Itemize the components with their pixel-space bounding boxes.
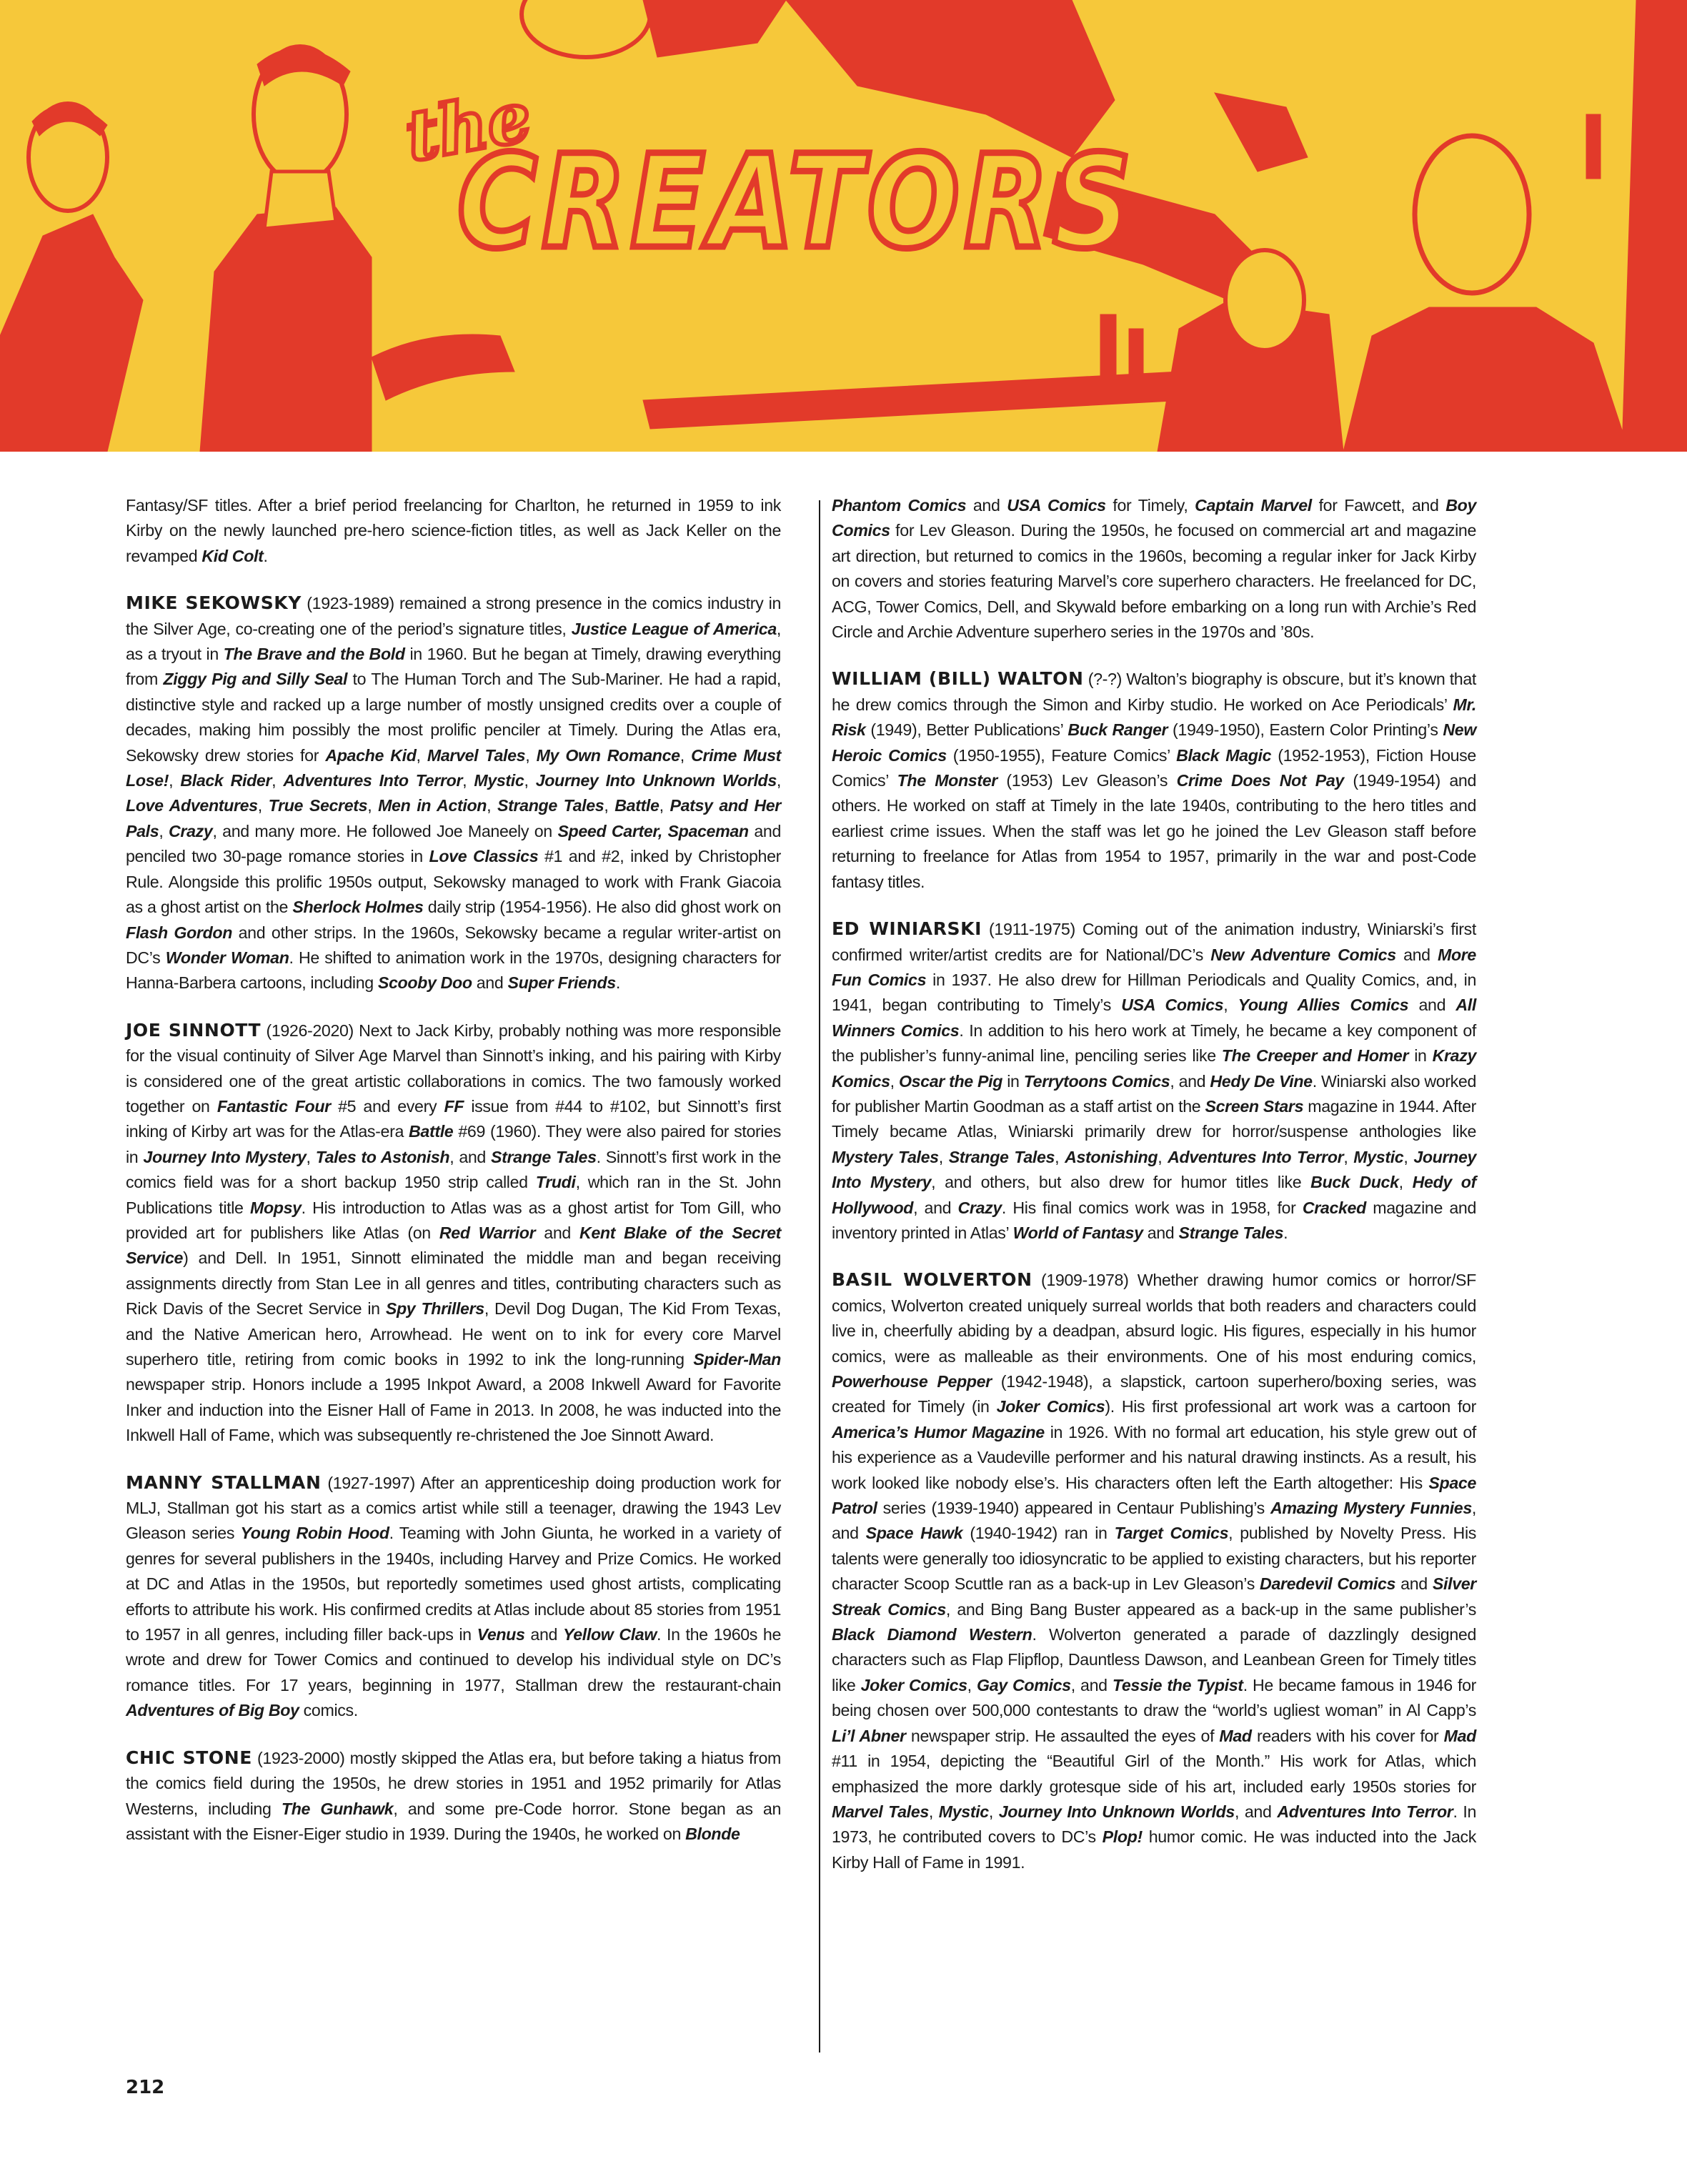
bottle (1586, 114, 1601, 179)
creator-name: WILLIAM (BILL) WALTON (832, 668, 1084, 690)
bio-text: #11 in 1954, depicting the “Beautiful Girl of the Month.” His work for Atlas, which emphasized the more darkly grotesque side of his art, included early 1950s stories for (832, 1752, 1476, 1796)
title-reference: Kent Blake of the Secret Service (126, 1223, 782, 1268)
bio-text: , (938, 1147, 949, 1166)
title-reference: My Own Romance (536, 745, 680, 765)
right-column (832, 493, 1476, 1897)
bio-text: , (462, 771, 474, 790)
bio-text: and (1395, 945, 1438, 964)
title-reference: Adventures Into Terror (1277, 1802, 1453, 1821)
creator-name: MANNY STALLMAN (126, 1471, 322, 1493)
column-divider (819, 500, 820, 2053)
bio-text: in 1960. But he began at Timely, drawing everything from (126, 645, 781, 689)
title-reference: The Monster (897, 771, 997, 790)
title-reference: Adventures Into Terror (1168, 1147, 1344, 1166)
bio-text: #69 (1960). They were also paired for stories in (126, 1122, 781, 1166)
bald-man-head (1415, 136, 1529, 293)
title-reference: Super Friends (507, 973, 616, 993)
title-reference: Spy Thrillers (385, 1299, 484, 1319)
bio-text: , and some pre-Code horror. Stone began as an assistant with the Eisner-Eiger studio in 1939. During the 1940s, he worked on (126, 1799, 782, 1843)
title-reference: Marvel Tales (832, 1802, 929, 1821)
bio-text: (1949-1954) and others. He worked on staff at Timely in the late 1940s, contributing to the hero titles and earliest crime issues. When the staff was let go he joined the Lev Gleason staff before returning to freelance for Atlas from 1954 to 1957, primarily in the war and post-Code fantasy titles. (832, 771, 1477, 891)
bio-text: (1949), Better Publications’ (865, 720, 1068, 740)
bio-text: (1923-1989) remained a strong presence in the comics industry in the Silver Age, co-creating one of the period’s signature titles, (126, 594, 781, 638)
bio-text: (1950-1955), Feature Comics’ (946, 745, 1177, 765)
title-reference: True Secrets (268, 796, 368, 815)
title-reference: Daredevil Comics (1260, 1574, 1396, 1594)
bio-text: and other strips. In the 1960s, Sekowsky became a regular writer-artist on DC’s (126, 923, 781, 967)
bio-text: . (263, 546, 268, 565)
title-reference: America’s Humor Magazine (832, 1422, 1045, 1441)
title-reference: Mopsy (249, 1198, 302, 1217)
title-reference: Joker Comics (860, 1675, 967, 1694)
bio-text: , and (913, 1198, 958, 1217)
center-man-collar (264, 172, 336, 229)
title-reference: Adventures Into Terror (283, 771, 463, 790)
title-reference: Crazy (169, 821, 213, 840)
bio-text: (1927-1997) After an apprenticeship doing production work for MLJ, Stallman got his start as a comics artist while still a teenager, drawing the 1943 Lev Gleason series (126, 1473, 781, 1543)
creator-name: BASIL WOLVERTON (832, 1269, 1032, 1291)
bio-text: . His final comics work was in 1958, for (1001, 1198, 1303, 1217)
bio-text: . Winiarski also worked for publisher Martin Goodman as a staff artist on the (832, 1071, 1476, 1116)
title-reference: Buck Ranger (1068, 720, 1168, 740)
bio-text: , (890, 1071, 899, 1091)
title-reference: Mad (1219, 1726, 1252, 1745)
title-reference: Black Diamond Western (832, 1625, 1032, 1644)
bio-text: , (967, 1675, 977, 1694)
bio-text: for Lev Gleason. During the 1950s, he focused on commercial art and magazine art direction, but returned to comics in the 1960s, becoming a regular inker for Jack Kirby on covers and stories featuring Marvel’s core superhero characters. He freelanced for DC, ACG, Tower Comics, Dell, and Skywald before embarking on a long run with Archie’s Red Circle and Archie Adventure superhero series in the 1970s and ’80s. (832, 521, 1476, 642)
bio-text: , (1158, 1147, 1168, 1166)
title-reference: Terrytoons Comics (1023, 1071, 1170, 1091)
title-reference: Strange Tales (491, 1147, 597, 1166)
creator-name: CHIC STONE (126, 1747, 252, 1768)
title-reference: Silver Streak Comics (832, 1574, 1476, 1619)
title-reference: New Adventure Comics (1210, 945, 1396, 964)
bio-entry (832, 666, 1476, 895)
left-column (126, 493, 781, 1868)
title-reference: Powerhouse Pepper (832, 1372, 992, 1391)
title-reference: Marvel Tales (427, 745, 526, 765)
bio-text: for Fawcett, and (1311, 496, 1446, 515)
title-reference: Young Robin Hood (240, 1524, 389, 1543)
title-reference: Justice League of America (571, 619, 777, 638)
bio-text: (1942-1948), a slapstick, cartoon superhero/boxing series, was created for Timely (in (832, 1372, 1476, 1416)
bio-text: , and (1070, 1675, 1113, 1694)
bio-text: and (1143, 1223, 1179, 1242)
bio-text: and (1408, 996, 1456, 1015)
bio-text: daily strip (1954-1956). He also did ghost work on (423, 898, 781, 917)
bio-text: , (988, 1802, 999, 1821)
title-reference: USA Comics (1007, 496, 1106, 515)
bio-text: (1940-1942) ran in (962, 1524, 1115, 1543)
title-reference: Ziggy Pig and Silly Seal (163, 670, 348, 689)
title-reference: Journey Into Unknown Worlds (535, 771, 777, 790)
bio-text: , (776, 771, 781, 790)
bio-text: in (1002, 1071, 1024, 1091)
bio-text: , (1055, 1147, 1065, 1166)
page-number: 212 (126, 2077, 165, 2098)
title-reference: FF (444, 1096, 464, 1116)
title-reference: Strange Tales (948, 1147, 1055, 1166)
title-reference: The Creeper and Homer (1221, 1046, 1409, 1066)
title-reference: Mystic (474, 771, 524, 790)
bio-text: , and (1234, 1802, 1278, 1821)
bio-text: (1926-2020) Next to Jack Kirby, probably nothing was more responsible for the visual continuity of Silver Age Marvel than Sinnott’s inking, and his pairing with Kirby is considered one of the great artistic collaborations in comics. The two famously worked together on (126, 1021, 781, 1116)
title-reference: Target Comics (1114, 1524, 1229, 1543)
title-reference: Yellow Claw (562, 1625, 657, 1644)
bio-text: (1911-1975) Coming out of the animation industry, Winiarski’s first confirmed writer/artist credits are for National/DC’s (832, 920, 1476, 964)
title-reference: Li’l Abner (832, 1726, 906, 1745)
bio-text: , (159, 821, 169, 840)
title-reference: More Fun Comics (832, 945, 1476, 989)
title-reference: Scooby Doo (377, 973, 472, 993)
bio-text: . Sinnott’s first work in the comics field was for a short backup 1950 strip called (126, 1147, 781, 1192)
title-reference: Tales to Astonish (315, 1147, 450, 1166)
bio-text: , (680, 745, 692, 765)
bio-text: in (1408, 1046, 1433, 1066)
title-reference: Crime Does Not Pay (1176, 771, 1344, 790)
title-reference: Patsy and Her Pals (126, 796, 781, 840)
title-reference: Sherlock Holmes (292, 898, 424, 917)
bio-text: issue from #44 to #102, but Sinnott’s first inking of Kirby art was for the Atlas-era (126, 1096, 781, 1141)
header-banner (0, 0, 1687, 452)
bio-text: to The Human Torch and The Sub-Mariner. He had a rapid, distinctive style and racked up a large number of mostly unsigned credits over a couple of decades, making him possibly the most prolific penciler at Timely. During the Atlas era, Sekowsky drew stories for (126, 670, 781, 765)
title-reference: Journey Into Mystery (143, 1147, 307, 1166)
bio-text: ). His first professional art work was a cartoon for (1105, 1397, 1476, 1416)
bio-entry (126, 1018, 781, 1449)
creator-name: MIKE SEKOWSKY (126, 592, 302, 614)
bio-text: . In 1973, he contributed covers to DC’s (832, 1802, 1477, 1847)
bio-text: , (416, 745, 427, 765)
title-reference: Speed Carter, Spaceman (557, 821, 749, 840)
title-reference: Cracked (1302, 1198, 1366, 1217)
bio-text: . His introduction to Atlas was as a ghost artist for Tom Gill, who provided art for publishers like Atlas (on (126, 1198, 781, 1242)
bio-text: . (615, 973, 620, 993)
seated-man-head (1225, 250, 1304, 350)
title-reference: USA Comics (1121, 996, 1224, 1015)
title-reference: Gay Comics (977, 1675, 1071, 1694)
bio-text: , Devil Dog Dugan, The Kid From Texas, and the Native American hero, Arrowhead. He went on to ink for every core Marvel superhero title, retiring from comic books in 1992 to ink the long-running (126, 1299, 781, 1369)
bio-text: , and (1170, 1071, 1210, 1091)
title-reference: World of Fantasy (1012, 1223, 1143, 1242)
bio-text: , (1398, 1173, 1413, 1192)
bio-text: and penciled two 30-page romance stories in (126, 821, 781, 866)
bio-entry (832, 1267, 1476, 1875)
bio-text: , (272, 771, 284, 790)
bio-text: (?-?) Walton’s biography is obscure, but it’s known that he drew comics through the Simon and Kirby studio. He worked on Ace Periodicals’ (832, 670, 1476, 714)
bio-text: . In addition to his hero work at Timely, he became a key component of the publisher’s funny-animal line, penciling series like (832, 1021, 1476, 1066)
title-reference: The Brave and the Bold (223, 645, 405, 664)
bio-text: and (535, 1223, 579, 1242)
bio-continuation (832, 493, 1476, 645)
title-reference: Wonder Woman (165, 948, 289, 967)
title-reference: Strange Tales (497, 796, 604, 815)
bio-text: , (1403, 1147, 1414, 1166)
bio-text: #1 and #2, inked by Christopher Rule. Alongside this prolific 1950s output, Sekowsky managed to work with Frank Giacoia as a ghost artist on the (126, 847, 781, 917)
title-reference: Strange Tales (1178, 1223, 1284, 1242)
title-reference: Battle (614, 796, 660, 815)
title-reference: Venus (477, 1625, 525, 1644)
title-reference: Plop! (1102, 1827, 1143, 1847)
title-the: the (399, 75, 537, 177)
title-reference: Buck Duck (1310, 1173, 1399, 1192)
title-reference: Mad (1443, 1726, 1476, 1745)
bio-text: , (487, 796, 497, 815)
bio-text: magazine and inventory printed in Atlas’ (832, 1198, 1476, 1242)
title-reference: The Gunhawk (281, 1799, 394, 1818)
bio-text: , (1343, 1147, 1354, 1166)
title-reference: Spider-Man (693, 1350, 781, 1369)
bio-entry (126, 590, 781, 996)
title-reference: Young Allies Comics (1238, 996, 1409, 1015)
title-reference: Flash Gordon (126, 923, 233, 942)
title-reference: Red Warrior (439, 1223, 536, 1242)
title-reference: Blonde (685, 1824, 740, 1843)
title-reference: Hedy of Hollywood (832, 1173, 1476, 1217)
title-reference: Krazy Komics (832, 1046, 1476, 1091)
bio-text: and (472, 973, 508, 993)
bio-text: , published by Novelty Press. His talents were generally too idiosyncratic to be applied to existing characters, but his reporter character Scoop Scuttle ran as a back-up in Lev Gleason’s (832, 1524, 1476, 1594)
title-reference: New Heroic Comics (832, 720, 1477, 765)
title-reference: Adventures of Big Boy (126, 1701, 299, 1720)
title-reference: Astonishing (1065, 1147, 1158, 1166)
bio-text: , which ran in the St. John Publications title (126, 1173, 782, 1217)
bio-text: , (604, 796, 615, 815)
bio-text: , (1223, 996, 1238, 1015)
title-reference: Battle (409, 1122, 454, 1141)
bio-text: , and Bing Bang Buster appeared as a back-up in the same publisher’s (945, 1599, 1476, 1619)
bio-text: magazine in 1944. After Timely became Atlas, Winiarski primarily drew for horror/suspense anthologies like (832, 1096, 1476, 1141)
title-reference: Journey Into Mystery (832, 1147, 1477, 1192)
title-reference: Screen Stars (1205, 1096, 1304, 1116)
title-reference: Fantastic Four (217, 1096, 331, 1116)
title-reference: Crazy (957, 1198, 1002, 1217)
bio-text: for Timely, (1105, 496, 1195, 515)
bio-text: , (306, 1147, 316, 1166)
bio-text: , (524, 771, 536, 790)
title-reference: Black Rider (180, 771, 272, 790)
title-reference: Trudi (535, 1173, 576, 1192)
title-creators: CREATORS (457, 128, 1136, 277)
title-reference: Oscar the Pig (898, 1071, 1003, 1091)
bio-text: newspaper strip. He assaulted the eyes of (905, 1726, 1220, 1745)
title-reference: Amazing Mystery Funnies (1270, 1499, 1472, 1518)
bio-text: . Teaming with John Giunta, he worked in a variety of genres for several publishers in the 1940s, including Harvey and Prize Comics. He worked at DC and Atlas in the 1950s, but reportedly sometimes used ghost artists, complicating efforts to attribute his work. His confirmed credits at Atlas include about 85 stories from 1951 to 1957 in all genres, including filler back-ups in (126, 1524, 781, 1644)
title-reference: Love Classics (429, 847, 539, 866)
title-reference: Apache Kid (325, 745, 417, 765)
bio-text: in 1926. With no formal art education, his style grew out of his experience as a Vaudeville performer and his natural drawing instincts. As a result, his work looked like nobody else’s. His characters often left the Earth altogether: His (832, 1422, 1477, 1492)
bio-continuation (126, 493, 781, 569)
title-reference: Phantom Comics (832, 496, 967, 515)
title-reference: Space Patrol (832, 1473, 1476, 1518)
bio-text: , and many more. He followed Joe Maneely on (212, 821, 558, 840)
bio-text: . In the 1960s he wrote and drew for Tower Comics and continued to develop his individual style on DC’s romance titles. For 17 years, beginning in 1977, Stallman drew the restaurant-chain (126, 1625, 782, 1694)
creator-name: JOE SINNOTT (126, 1019, 262, 1041)
bio-text: . Wolverton generated a parade of dazzlingly designed characters such as Flap Flipflop, Dauntless Dawson, and Leanbean Green for Timely titles like (832, 1625, 1476, 1694)
title-reference: Mystic (1353, 1147, 1404, 1166)
bio-text: series (1939-1940) appeared in Centaur Publishing’s (877, 1499, 1270, 1518)
title-reference: Men in Action (378, 796, 487, 815)
bio-text: , (169, 771, 181, 790)
bio-text: , (928, 1802, 939, 1821)
bio-entry (832, 916, 1476, 1246)
title-reference: Space Hawk (865, 1524, 963, 1543)
bio-text: , (367, 796, 379, 815)
bio-text: (1923-2000) mostly skipped the Atlas era, but before taking a hiatus from the comics field during the 1950s, he drew stories in 1951 and 1952 primarily for Atlas Westerns, including (126, 1748, 781, 1818)
bio-text: #5 and every (330, 1096, 444, 1116)
title-reference: Black Magic (1176, 745, 1272, 765)
bio-text: , and others, but also drew for humor titles like (931, 1173, 1311, 1192)
bio-text: (1909-1978) Whether drawing humor comics or horror/SF comics, Wolverton created uniquely surreal worlds that both readers and characters could live in, cheerfully abiding by a deadpan, absurd logic. His figures, especially in his humor comics, were as malleable as their environments. One of his most enduring comics, (832, 1271, 1476, 1366)
bio-text: , (525, 745, 537, 765)
bio-text: (1953) Lev Gleason’s (997, 771, 1177, 790)
creator-name: ED WINIARSKI (832, 918, 982, 940)
bio-text: , as a tryout in (126, 619, 781, 664)
title-reference: Tessie the Typist (1112, 1675, 1243, 1694)
title-reference: Crime Must Lose! (126, 745, 782, 790)
bio-text: comics. (299, 1701, 358, 1720)
bio-entry (126, 1745, 781, 1847)
bio-text: newspaper strip. Honors include a 1995 Inkpot Award, a 2008 Inkwell Award for Favorite Inker and induction into the Eisner Hall of Fame in 2013. In 2008, he was inducted into the Inkwell Hall of Fame, which was subsequently re-christened the Joe Sinnott Award. (126, 1375, 781, 1445)
bio-text: and (1395, 1574, 1433, 1594)
title-reference: Mr. Risk (832, 695, 1476, 740)
title-reference: Love Adventures (126, 796, 258, 815)
bio-text: ) and Dell. In 1951, Sinnott eliminated the middle man and began receiving assignments directly from Stan Lee in all genres and titles, contributing characters such as Rick Davis of the Secret Service in (126, 1249, 781, 1319)
bio-text: and (524, 1625, 563, 1644)
bio-text: (1949-1950), Eastern Color Printing’s (1168, 720, 1443, 740)
bio-text: humor comic. He was inducted into the Jack Kirby Hall of Fame in 1991. (832, 1827, 1477, 1872)
bio-text: (1952-1953), Fiction House Comics’ (832, 745, 1476, 790)
bio-text: . He became famous in 1946 for being chosen over 500,000 contestants to draw the “world’s ugliest woman” in Al Capp’s (832, 1675, 1477, 1720)
title-reference: All Winners Comics (832, 996, 1476, 1040)
bio-text: readers with his cover for (1251, 1726, 1444, 1745)
title-reference: Journey Into Unknown Worlds (998, 1802, 1235, 1821)
bio-text: , and (832, 1499, 1476, 1543)
title-reference: Mystic (938, 1802, 989, 1821)
bio-text: . (1283, 1223, 1288, 1242)
bio-text: in 1937. He also drew for Hillman Periodicals and Quality Comics, and, in 1941, began contributing to Timely’s (832, 970, 1477, 1015)
comic-illustration (0, 0, 1687, 452)
bio-text: , (257, 796, 269, 815)
title-reference: Hedy De Vine (1210, 1071, 1313, 1091)
bio-text: . He shifted to animation work in the 1970s, designing characters for Hanna-Barbera cartoons, including (126, 948, 782, 993)
bio-text: , and (449, 1147, 492, 1166)
title-reference: Boy Comics (832, 496, 1476, 540)
bio-entry (126, 1470, 781, 1724)
title-reference: Kid Colt (201, 546, 264, 565)
title-reference: Captain Marvel (1195, 496, 1312, 515)
bio-text: , (659, 796, 670, 815)
bio-text: and (966, 496, 1007, 515)
title-reference: Mystery Tales (832, 1147, 939, 1166)
bio-text: Fantasy/SF titles. After a brief period freelancing for Charlton, he returned in 1959 to ink Kirby on the newly launched pre-hero science-fiction titles, as well as Jack Keller on the revamped (126, 496, 781, 565)
title-reference: Joker Comics (996, 1397, 1105, 1416)
